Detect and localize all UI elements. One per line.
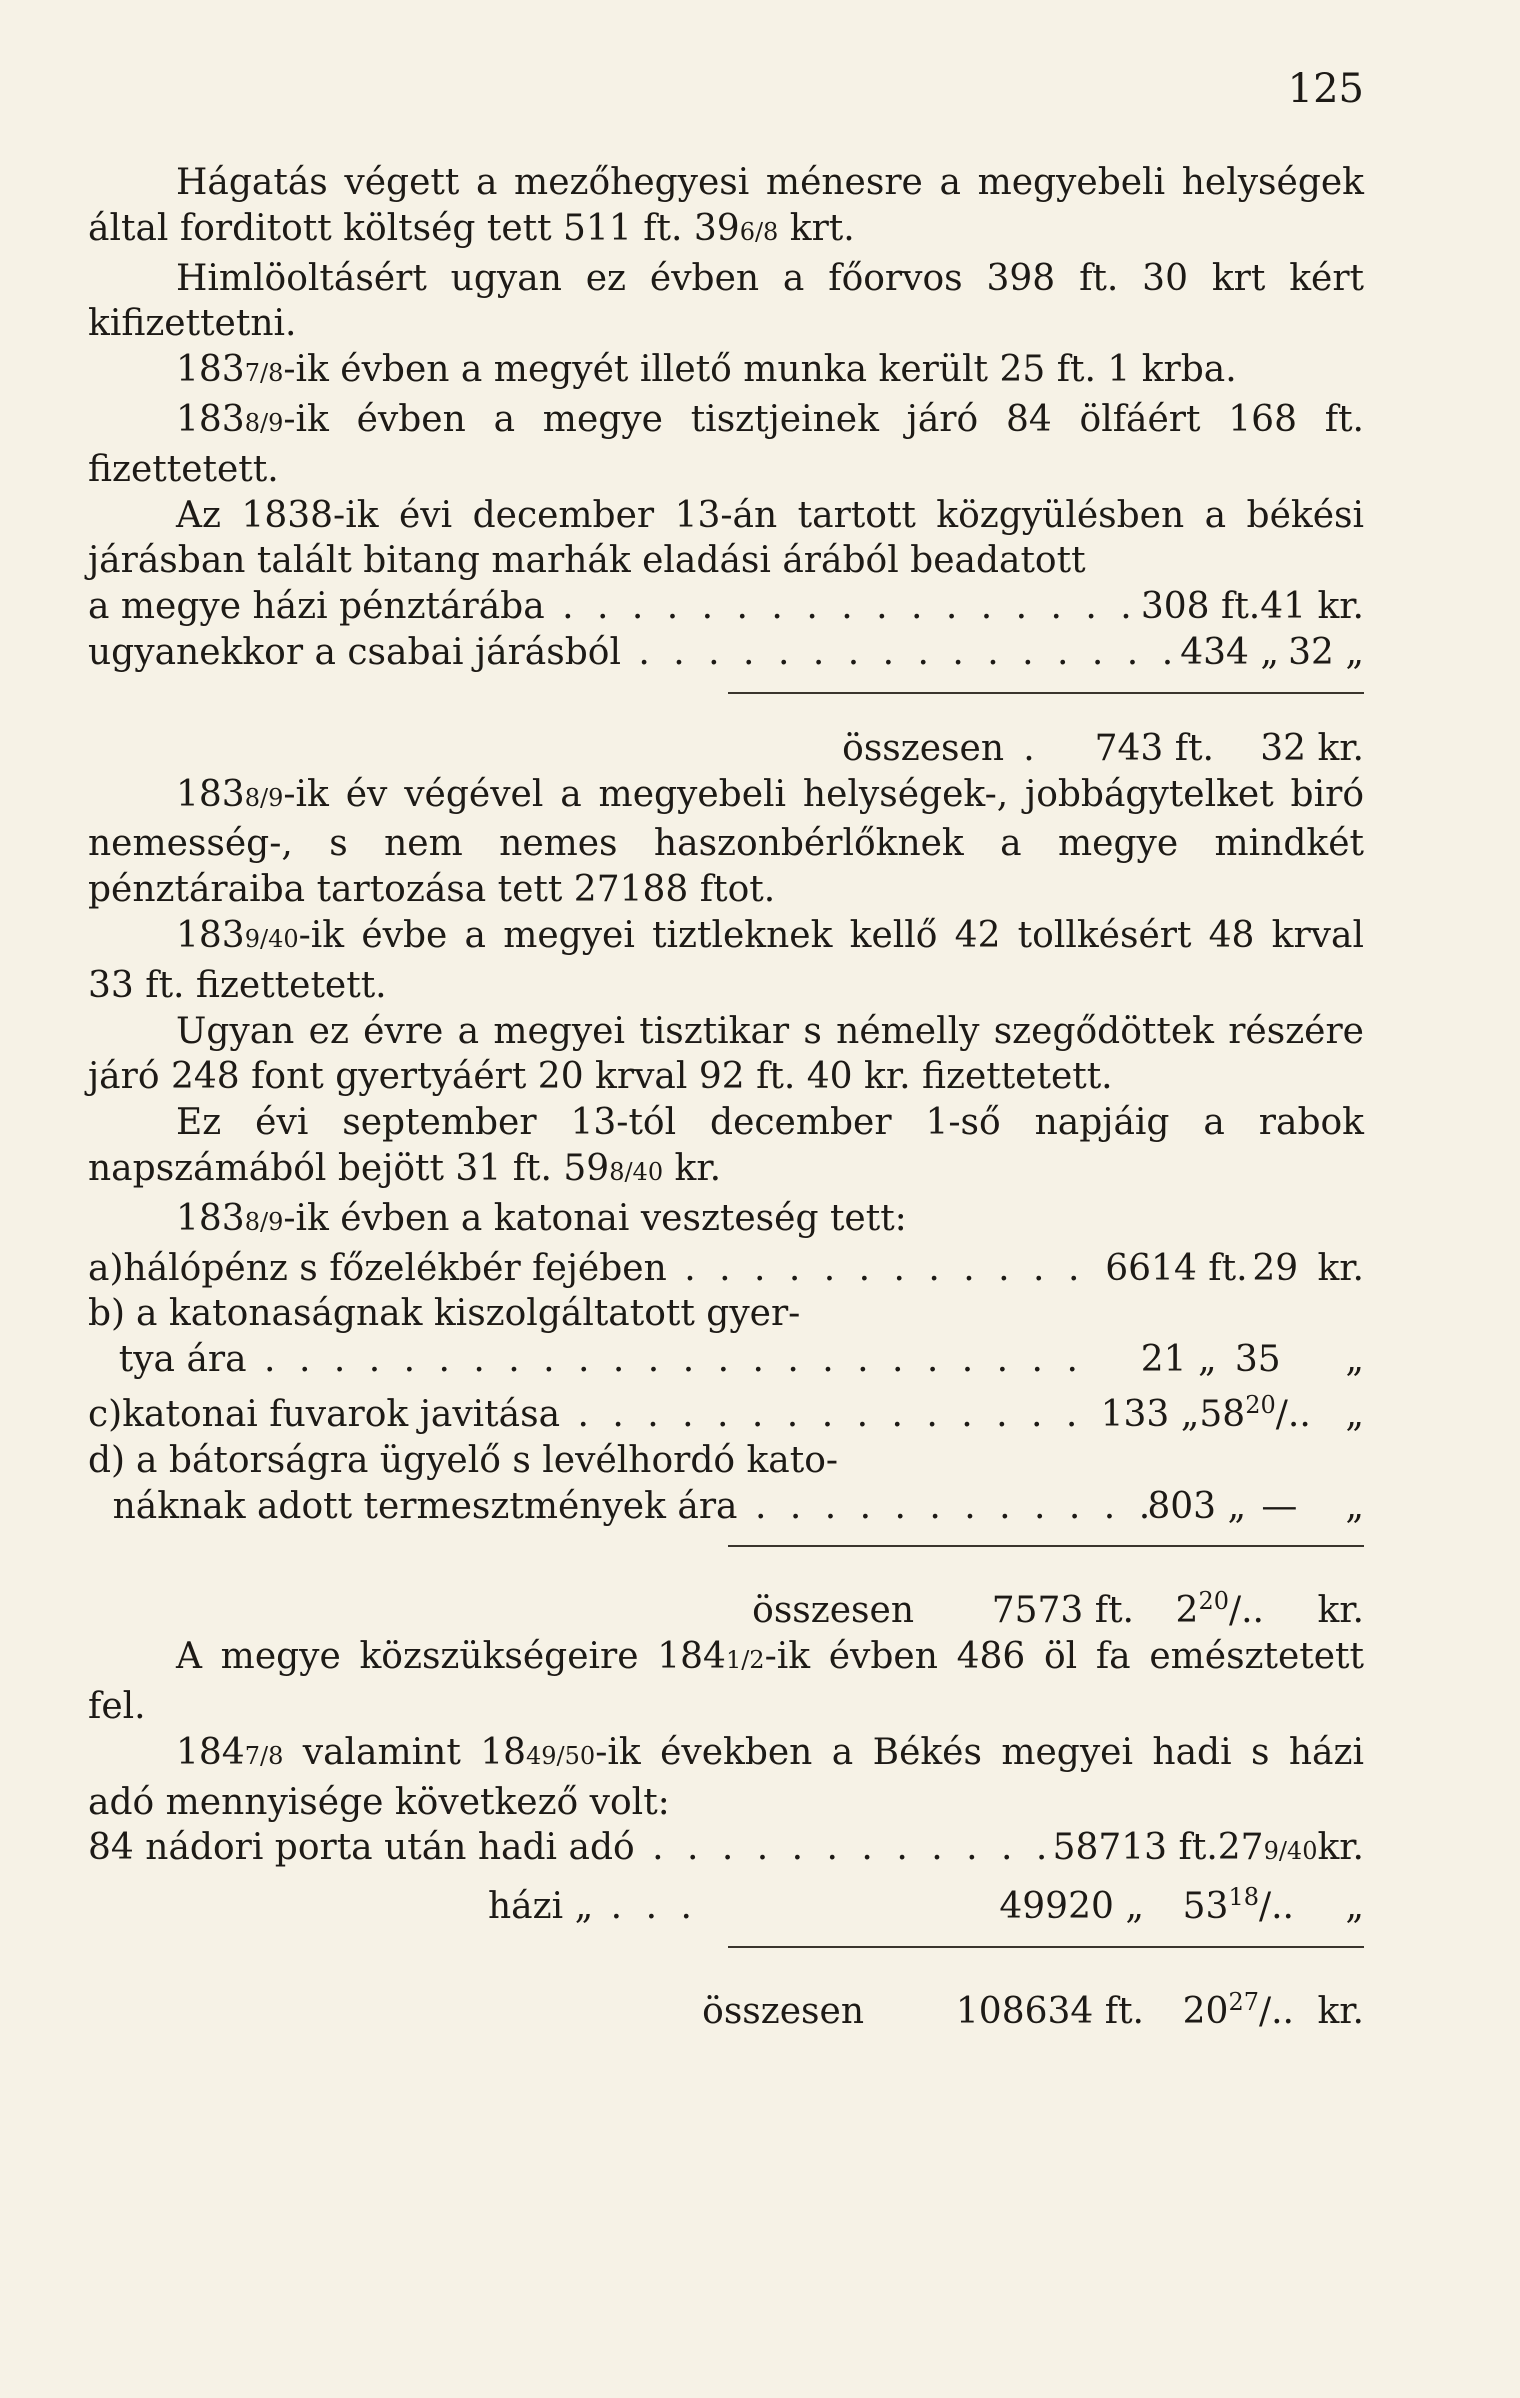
- kr-value: [1218, 1825, 1318, 1875]
- kr-value: 41 kr.: [1260, 586, 1364, 628]
- page-body: [88, 160, 1364, 2035]
- fraction: 9/40: [244, 924, 299, 953]
- text: krt.: [778, 207, 855, 249]
- total-ft: 743 ft.: [1094, 727, 1214, 769]
- total-kr: [1144, 1980, 1294, 2035]
- item-marker: a): [88, 1247, 124, 1289]
- text: A megye közszükségeire 184: [176, 1636, 726, 1678]
- kr-main: 2: [1175, 1590, 1199, 1632]
- total-row: [88, 1579, 1364, 1634]
- row-label: 84 nádori porta után hadi adó . . .: [88, 1825, 1053, 1871]
- row-label: a megye házi pénztárába . . .: [88, 584, 1141, 630]
- total-kr: 32 kr.: [1260, 727, 1364, 769]
- total-label: összesen: [842, 727, 1004, 769]
- fraction: 6/8: [739, 217, 779, 246]
- fraction: 49/50: [526, 1741, 596, 1770]
- fraction: 8/9: [244, 408, 284, 437]
- kr-fraction: 9/40: [1263, 1837, 1318, 1866]
- kr-tail: /..: [1228, 1590, 1264, 1632]
- ft-value: 58713 ft.: [1052, 1827, 1218, 1869]
- kr-sup: 18: [1228, 1883, 1259, 1912]
- total-row: [88, 1980, 1364, 2035]
- ledger-row: [88, 584, 1364, 630]
- ledger-row: [88, 1438, 1364, 1484]
- ft-value: 308 ft.: [1140, 586, 1261, 628]
- kr-sup: 20: [1245, 1390, 1276, 1419]
- ledger-row: [88, 1875, 1364, 1930]
- text: 183: [176, 914, 245, 956]
- kr-main: 27: [1217, 1827, 1264, 1869]
- text: -ik évben 486 öl fa emésztetett fel.: [88, 1636, 1364, 1727]
- row-label: katonai fuvarok javitása . . .: [122, 1392, 1098, 1438]
- text: -ik év végével a megyebeli helységek-, jobbágytelket biró nemesség-, s nem nemes haszonbérlőknek a megye mindkét pénztáraiba tartozása tett 27188 ftot.: [88, 773, 1364, 911]
- row-label: ugyanekkor a csabai járásból . . .: [88, 630, 1180, 676]
- kr-main: 53: [1182, 1886, 1229, 1928]
- item-marker: d): [88, 1439, 126, 1481]
- kr-tail: /..: [1258, 1886, 1294, 1928]
- row-label-continued: tya ára . . .: [119, 1337, 1095, 1383]
- item-marker: b): [88, 1293, 126, 1335]
- unit: „: [1345, 1485, 1364, 1527]
- ledger-table-2: [88, 1246, 1364, 1635]
- text: -ik évben a katonai veszteség tett:: [283, 1197, 907, 1239]
- text: Ez évi september 13-tól december 1-ső napjáig a rabok napszámából bejött 31 ft. 59: [88, 1102, 1364, 1189]
- ledger-row-continued: [88, 1337, 1364, 1383]
- text: -ik években a Békés megyei hadi s házi adó mennyisége következő volt:: [88, 1731, 1364, 1823]
- paragraph: 1847/8 valamint 1849/50-ik években a Békés megyei hadi s házi adó mennyisége következő volt:: [88, 1731, 1364, 1823]
- kr-value: —: [1261, 1485, 1298, 1527]
- item-marker: c): [88, 1393, 123, 1435]
- text: -ik évbe a megyei tiztleknek kellő 42 tollkésért 48 krval 33 ft. fizettetett.: [88, 914, 1364, 1006]
- ft-value: 434 „: [1180, 631, 1280, 673]
- text: valamint 18: [283, 1731, 527, 1773]
- unit: kr.: [1317, 1590, 1364, 1632]
- unit: „: [1345, 1886, 1364, 1928]
- kr-sup: 27: [1228, 1987, 1259, 2016]
- text: -ik évben a megyét illető munka került 25 ft. 1 krba.: [283, 349, 1237, 391]
- paragraph: [88, 1100, 1364, 1196]
- total-row: összesen . 743 ft. 32 kr.: [88, 726, 1364, 772]
- kr-value: [1144, 1875, 1294, 1930]
- ft-value: 803 „: [1147, 1485, 1247, 1527]
- row-label: a bátorságra ügyelő s levélhordó kato-: [136, 1439, 839, 1481]
- paragraph: [88, 1196, 1364, 1246]
- row-label-continued: náknak adott termesztmények ára . . .: [113, 1484, 1148, 1530]
- text: 183: [176, 349, 245, 391]
- page-number: 125: [1287, 66, 1364, 112]
- sum-rule: [88, 692, 1364, 726]
- text: -ik évben a megye tisztjeinek járó 84 ölfáért 168 ft. fizettetett.: [88, 398, 1364, 490]
- unit: kr.: [1317, 1247, 1364, 1289]
- unit: „: [1345, 1393, 1364, 1435]
- paragraph: Himlöoltásért ugyan ez évben a főorvos 398 ft. 30 krt kért kifizettetni.: [88, 257, 1364, 345]
- row-label: hálópénz s főzelékbér fejében . . .: [124, 1246, 1106, 1292]
- paragraph: [88, 1634, 1364, 1730]
- text: 183: [176, 398, 245, 440]
- ledger-row: [88, 1246, 1364, 1292]
- ledger-row: [88, 630, 1364, 676]
- ft-value: 6614 ft.: [1105, 1247, 1248, 1289]
- unit: kr.: [1317, 1990, 1364, 2032]
- total-label: összesen: [752, 1590, 914, 1632]
- kr-value: [1199, 1383, 1310, 1438]
- text: 183: [176, 1197, 245, 1239]
- text: 183: [176, 773, 245, 815]
- total-label: összesen: [702, 1990, 864, 2032]
- fraction: 1/2: [725, 1646, 765, 1675]
- sum-rule: [88, 1946, 1364, 1980]
- kr-main: 20: [1182, 1990, 1229, 2032]
- total-ft: 108634 ft.: [955, 1990, 1144, 2032]
- total-ft: 7573 ft.: [991, 1590, 1134, 1632]
- kr-tail: /..: [1258, 1990, 1294, 2032]
- kr-sup: 20: [1198, 1587, 1229, 1616]
- paragraph: Az 1838-ik évi december 13-án tartott közgyülésben a békési járásban talált bitang marhák eladási árából beadatott: [88, 494, 1364, 582]
- kr-tail: /..: [1275, 1393, 1311, 1435]
- ledger-table-1: [88, 584, 1364, 771]
- fraction: 7/8: [244, 1741, 284, 1770]
- row-label: házi „: [488, 1886, 594, 1928]
- ledger-table-3: [88, 1825, 1364, 2034]
- ledger-row-continued: [88, 1484, 1364, 1530]
- ledger-row: [88, 1291, 1364, 1337]
- ft-value: 49920 „: [999, 1886, 1144, 1928]
- kr-main: 58: [1199, 1393, 1246, 1435]
- unit: „: [1345, 1339, 1364, 1381]
- kr-value: 35: [1234, 1339, 1281, 1381]
- paragraph: Ugyan ez évre a megyei tisztikar s némelly szegődöttek részére járó 248 font gyertyáért 20 krval 92 ft. 40 kr. fizettetett.: [88, 1010, 1364, 1098]
- sum-rule: [88, 1545, 1364, 1579]
- paragraph: [88, 397, 1364, 493]
- kr-value: 32 „: [1288, 631, 1364, 673]
- kr-value: 29: [1252, 1247, 1299, 1289]
- text: Hágatás végett a mezőhegyesi ménesre a megyebeli helységek által forditott költség tett 511 ft. 39: [88, 162, 1364, 249]
- total-kr: [1134, 1579, 1264, 1634]
- paragraph: [88, 772, 1364, 913]
- paragraph: [88, 913, 1364, 1009]
- row-label-wrap: házi „ . . .: [488, 1886, 698, 1928]
- fraction: 8/9: [244, 783, 284, 812]
- ft-value: 21 „: [1140, 1339, 1217, 1381]
- paragraph: [88, 347, 1364, 397]
- paragraph: [88, 160, 1364, 256]
- ft-value: 133 „: [1100, 1393, 1200, 1435]
- ledger-row: [88, 1825, 1364, 1875]
- unit: kr.: [1317, 1827, 1364, 1869]
- row-label: a katonaságnak kiszolgáltatott gyer-: [136, 1293, 801, 1335]
- fraction: 8/40: [609, 1157, 664, 1186]
- fraction: 8/9: [244, 1207, 284, 1236]
- ledger-row: [88, 1383, 1364, 1438]
- text: kr.: [663, 1147, 722, 1189]
- fraction: 7/8: [244, 359, 284, 388]
